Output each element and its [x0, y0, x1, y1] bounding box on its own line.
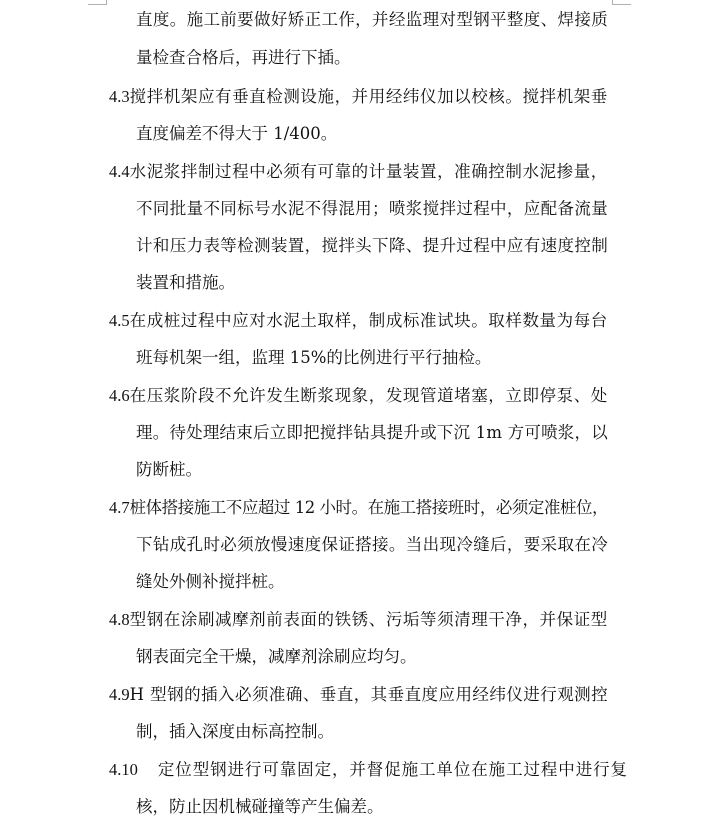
- text-line: 班每机架一组，监理 15%的比例进行平行抽检。: [136, 348, 492, 367]
- text-line: 缝处外侧补搅拌桩。: [136, 572, 285, 591]
- text-line: 直度。施工前要做好矫正工作，并经监理对型钢平整度、焊接质: [136, 10, 609, 29]
- clause-number: 4.9: [109, 685, 130, 704]
- clause-number: 4.6: [109, 386, 130, 405]
- text-line: 核，防止因机械碰撞等产生偏差。: [136, 797, 384, 816]
- crop-mark-left: [88, 0, 107, 5]
- clause-4-3: 4.3搅拌机架应有垂直检测设施，并用经纬仪加以校核。搅拌机架垂: [109, 87, 608, 106]
- text-line: 钢表面完全干燥，减摩剂涂刷应均匀。: [136, 647, 417, 666]
- clause-number: 4.10: [109, 760, 138, 779]
- clause-4-4: 4.4水泥浆拌制过程中必须有可靠的计量装置，准确控制水泥掺量，: [109, 162, 608, 181]
- text-line: 装置和措施。: [136, 273, 235, 292]
- clause-4-9: 4.9H 型钢的插入必须准确、垂直，其垂直度应用经纬仪进行观测控: [109, 685, 609, 704]
- text-line: 不同批量不同标号水泥不得混用；喷浆搅拌过程中，应配备流量: [136, 199, 609, 218]
- clause-4-10: 4.10 定位型钢进行可靠固定，并督促施工单位在施工过程中进行复: [109, 760, 628, 779]
- text-line: 直度偏差不得大于 1/400。: [136, 124, 338, 143]
- clause-number: 4.5: [109, 311, 130, 330]
- clause-number: 4.8: [109, 610, 130, 629]
- clause-4-6: 4.6在压浆阶段不允许发生断浆现象，发现管道堵塞，立即停泵、处: [109, 386, 608, 405]
- clause-number: 4.3: [109, 87, 130, 106]
- text-line: 计和压力表等检测装置，搅拌头下降、提升过程中应有速度控制: [136, 236, 609, 255]
- text-line: 防断桩。: [136, 460, 202, 479]
- clause-4-8: 4.8型钢在涂刷减摩剂前表面的铁锈、污垢等须清理干净，并保证型: [109, 610, 608, 629]
- text-line: 理。待处理结束后立即把搅拌钻具提升或下沉 1m 方可喷浆，以: [136, 423, 608, 442]
- crop-mark-right: [612, 0, 631, 5]
- clause-number: 4.4: [109, 162, 130, 181]
- clause-4-7: 4.7桩体搭接施工不应超过 12 小时。在施工搭接班时，必须定准桩位，: [109, 498, 609, 517]
- clause-4-5: 4.5在成桩过程中应对水泥土取样，制成标准试块。取样数量为每台: [109, 311, 608, 330]
- text-line: 下钻成孔时必须放慢速度保证搭接。当出现冷缝后，要采取在冷: [136, 535, 609, 554]
- clause-number: 4.7: [109, 498, 130, 517]
- text-line: 量检查合格后，再进行下插。: [136, 48, 351, 67]
- text-line: 制，插入深度由标高控制。: [136, 722, 334, 741]
